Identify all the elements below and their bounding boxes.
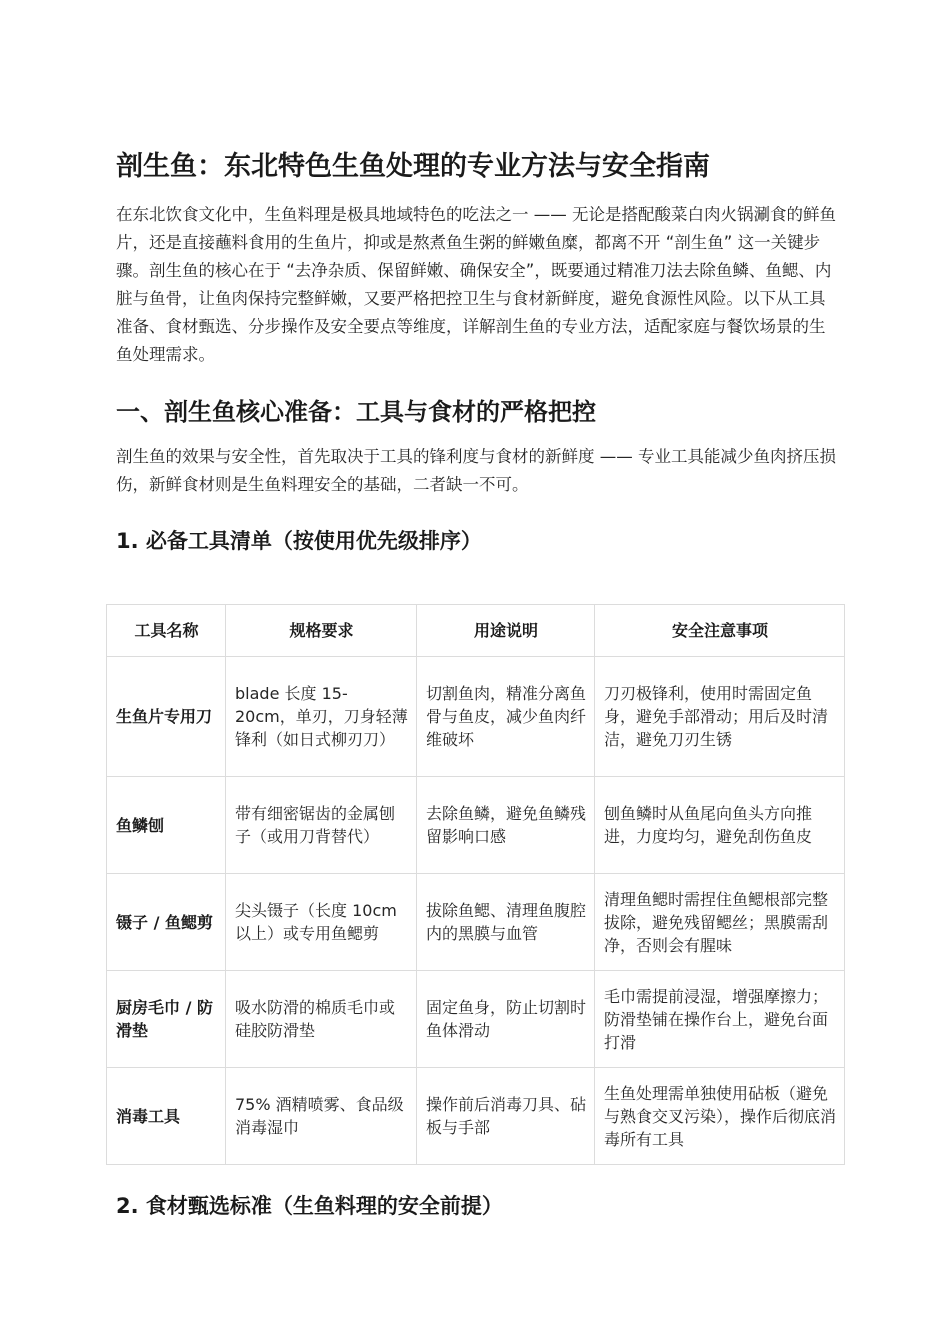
- table-cell-safety: 刨鱼鳞时从鱼尾向鱼头方向推进，力度均匀，避免刮伤鱼皮: [595, 777, 845, 874]
- section1-paragraph: 剖生鱼的效果与安全性，首先取决于工具的锋利度与食材的新鲜度 —— 专业工具能减少鱼肉挤压损伤，新鲜食材则是生鱼料理安全的基础，二者缺一不可。: [116, 447, 836, 494]
- table-cell-name: 镊子 / 鱼鳃剪: [107, 874, 226, 971]
- table-cell-name: 生鱼片专用刀: [107, 657, 226, 777]
- table-cell-usage: 去除鱼鳞，避免鱼鳞残留影响口感: [417, 777, 595, 874]
- header-usage: 用途说明: [417, 605, 595, 657]
- table-cell-usage: 切割鱼肉，精准分离鱼骨与鱼皮，减少鱼肉纤维破坏: [417, 657, 595, 777]
- table-cell-safety: 毛巾需提前浸湿，增强摩擦力；防滑垫铺在操作台上，避免台面打滑: [595, 971, 845, 1068]
- header-tool-name: 工具名称: [107, 605, 226, 657]
- table-cell-name: 厨房毛巾 / 防滑垫: [107, 971, 226, 1068]
- table-cell-spec: blade 长度 15-20cm，单刃，刀身轻薄锋利（如日式柳刃刀）: [226, 657, 417, 777]
- table-row: [107, 1068, 845, 1165]
- tools-table: [106, 604, 845, 1165]
- table-cell-usage: 操作前后消毒刀具、砧板与手部: [417, 1068, 595, 1165]
- table-row: [107, 971, 845, 1068]
- table-cell-name: 鱼鳞刨: [107, 777, 226, 874]
- table-cell-spec: 尖头镊子（长度 10cm 以上）或专用鱼鳃剪: [226, 874, 417, 971]
- table-cell-safety: 清理鱼鳃时需捏住鱼鳃根部完整拔除，避免残留鳃丝；黑膜需刮净，否则会有腥味: [595, 874, 845, 971]
- table-cell-usage: 拔除鱼鳃、清理鱼腹腔内的黑膜与血管: [417, 874, 595, 971]
- table-row: [107, 777, 845, 874]
- intro-paragraph: 在东北饮食文化中，生鱼料理是极具地域特色的吃法之一 —— 无论是搭配酸菜白肉火锅涮食的鲜鱼片，还是直接蘸料食用的生鱼片，抑或是熬煮鱼生粥的鲜嫩鱼糜，都离不开 “剖生鱼” 这一关键步骤。剖生鱼的核心在于 “去净杂质、保留鲜嫩、确保安全”，既要通过精准刀法去除鱼鳞、鱼鳃、内脏与鱼骨，让鱼肉保持完整鲜嫩，又要严格把控卫生与食材新鲜度，避免食源性风险。以下从工具准备、食材甄选、分步操作及安全要点等维度，详解剖生鱼的专业方法，适配家庭与餐饮场景的生鱼处理需求。: [116, 205, 836, 364]
- table-cell-spec: 带有细密锯齿的金属刨子（或用刀背替代）: [226, 777, 417, 874]
- table-cell-spec: 75% 酒精喷雾、食品级消毒湿巾: [226, 1068, 417, 1165]
- table-cell-safety: 刀刃极锋利，使用时需固定鱼身，避免手部滑动；用后及时清洁，避免刀刃生锈: [595, 657, 845, 777]
- table-row: [107, 657, 845, 777]
- table-cell-safety: 生鱼处理需单独使用砧板（避免与熟食交叉污染），操作后彻底消毒所有工具: [595, 1068, 845, 1165]
- header-spec: 规格要求: [226, 605, 417, 657]
- table-header-row: [107, 605, 845, 657]
- header-safety: 安全注意事项: [595, 605, 845, 657]
- table-row: [107, 874, 845, 971]
- ingredient-standards-heading: 2. 食材甄选标准（生鱼料理的安全前提）: [116, 1194, 503, 1218]
- table-cell-usage: 固定鱼身，防止切割时鱼体滑动: [417, 971, 595, 1068]
- table-cell-name: 消毒工具: [107, 1068, 226, 1165]
- page-title: 剖生鱼：东北特色生鱼处理的专业方法与安全指南: [116, 151, 710, 182]
- section1-heading: 一、剖生鱼核心准备：工具与食材的严格把控: [116, 398, 596, 426]
- table-cell-spec: 吸水防滑的棉质毛巾或硅胶防滑垫: [226, 971, 417, 1068]
- tools-list-heading: 1. 必备工具清单（按使用优先级排序）: [116, 529, 482, 553]
